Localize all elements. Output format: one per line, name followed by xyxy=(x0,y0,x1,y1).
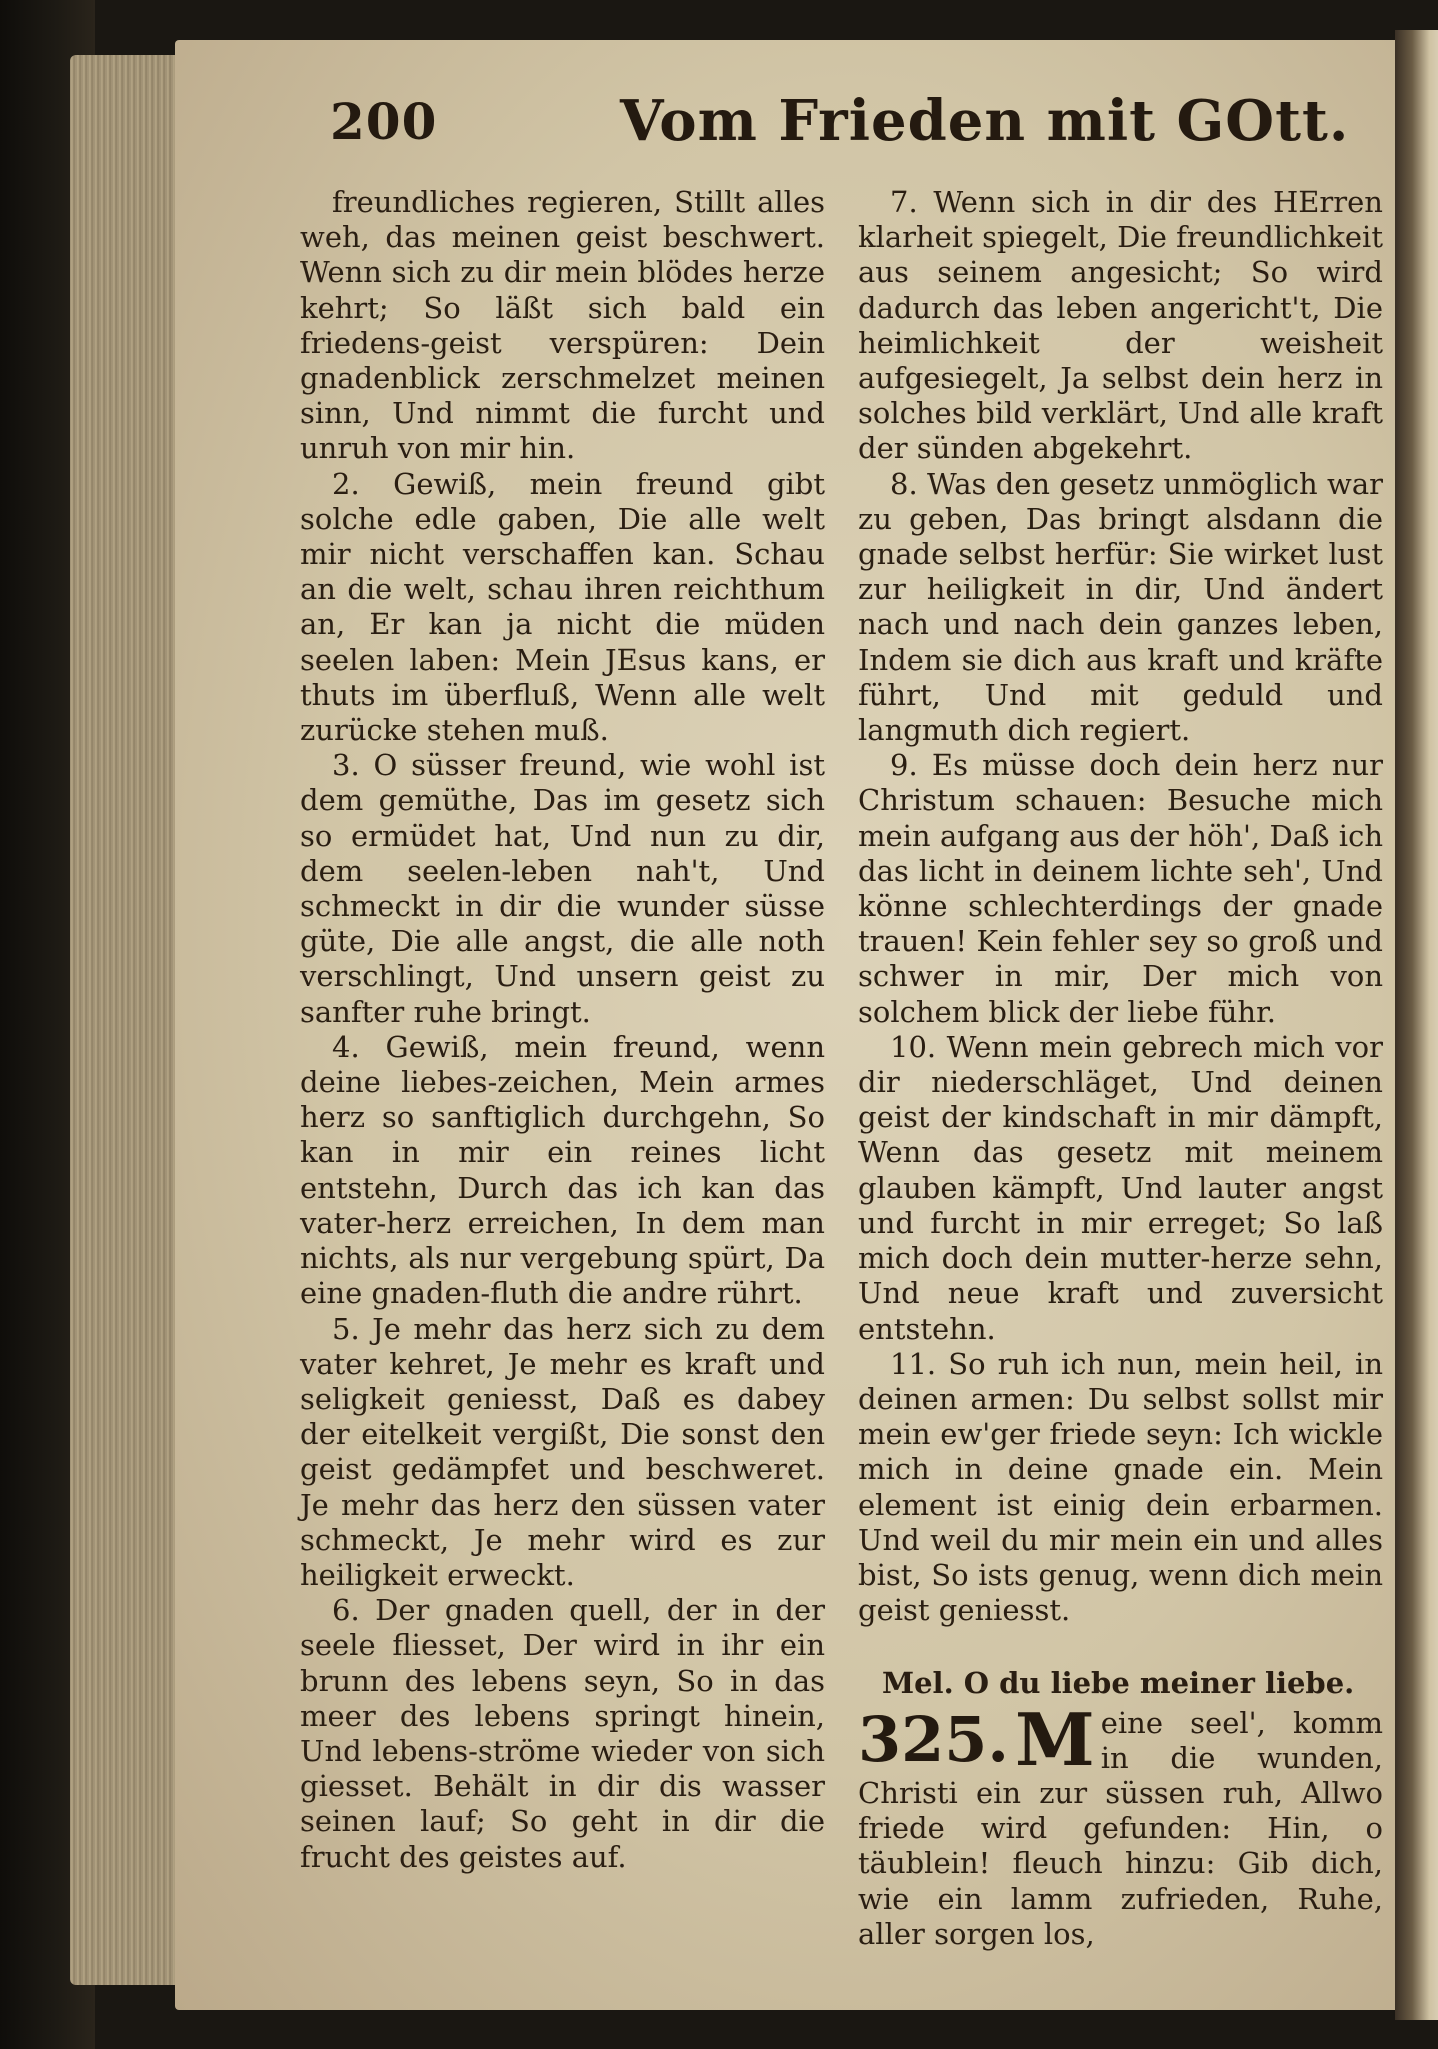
stanza: 10. Wenn mein gebrech mich vor dir niederschläget, Und deinen geist der kindschaft in mir dämpft, Wenn das gesetz mit meinem glauben kämpft, Und lauter angst und furcht in mir erreget; So laß mich doch dein mutter-herze sehn, Und neue kraft und zuversicht entstehn. xyxy=(858,1029,1383,1346)
left-column xyxy=(300,185,825,1875)
hymn-number: 325. xyxy=(858,1702,1010,1776)
stanza: 9. Es müsse doch dein herz nur Christum schauen: Besuche mich mein aufgang aus der höh', Daß ich das licht in deinem lichte seh', Und könne schlechterdings der gnade trauen! Kein fehler sey so groß und schwer in mir, Der mich von solchem blick der liebe führ. xyxy=(858,748,1383,1029)
stanza: freundliches regieren, Stillt alles weh, das meinen geist beschwert. Wenn sich zu dir mein blödes herze kehrt; So läßt sich bald ein friedens-geist verspüren: Dein gnadenblick zerschmelzet meinen sinn, Und nimmt die furcht und unruh von mir hin. xyxy=(300,185,825,466)
stanza: 11. So ruh ich nun, mein heil, in deinen armen: Du selbst sollst mir mein ew'ger friede seyn: Ich wickle mich in deine gnade ein. Mein element ist einig dein erbarmen. Und weil du mir mein ein und alles bist, So ists genug, wenn dich mein geist geniesst. xyxy=(858,1346,1383,1628)
book-gutter xyxy=(1395,30,1438,2020)
running-title: Vom Frieden mit GOtt. xyxy=(620,88,1350,154)
stanza: 2. Gewiß, mein freund gibt solche edle gaben, Die alle welt mir nicht verschaffen kan. Schau an die welt, schau ihren reichthum an, Er kan ja nicht die müden seelen laben: Mein JEsus kans, er thuts im überfluß, Wenn alle welt zurücke stehen muß. xyxy=(300,466,825,748)
page-number: 200 xyxy=(330,92,438,151)
melody-line: Mel. O du liebe meiner liebe. xyxy=(882,1666,1355,1701)
drop-cap-initial: M xyxy=(1015,1696,1095,1782)
page-header xyxy=(330,88,1380,162)
hymn-325 xyxy=(858,1696,1383,1952)
right-column xyxy=(858,185,1383,1952)
hymn-first-stanza: eine seel', komm in die wunden, Christi ein zur süssen ruh, Allwo friede wird gefunden: Hin, o täublein! fleuch hinzu: Gib dich, wie ein lamm zufrieden, Ruhe, aller sorgen los, xyxy=(858,1705,1383,1951)
stanza: 5. Je mehr das herz sich zu dem vater kehret, Je mehr es kraft und seligkeit geniesst, Daß es dabey der eitelkeit vergißt, Die sonst den geist gedämpfet und beschweret. Je mehr das herz den süssen vater schmeckt, Je mehr wird es zur heiligkeit erweckt. xyxy=(300,1311,825,1592)
stanza: 7. Wenn sich in dir des HErren klarheit spiegelt, Die freundlichkeit aus seinem angesicht; So wird dadurch das leben angericht't, Die heimlichkeit der weisheit aufgesiegelt, Ja selbst dein herz in solches bild verklärt, Und alle kraft der sünden abgekehrt. xyxy=(858,185,1383,466)
stanza: 4. Gewiß, mein freund, wenn deine liebes-zeichen, Mein armes herz so sanftiglich durchgehn, So kan in mir ein reines licht entstehn, Durch das ich kan das vater-herz erreichen, In dem man nichts, als nur vergebung spürt, Da eine gnaden-fluth die andre rührt. xyxy=(300,1029,825,1311)
stanza: 8. Was den gesetz unmöglich war zu geben, Das bringt alsdann die gnade selbst herfür: Sie wirket lust zur heiligkeit in dir, Und ändert nach und nach dein ganzes leben, Indem sie dich aus kraft und kräfte führt, Und mit geduld und langmuth dich regiert. xyxy=(858,466,1383,748)
stanza: 3. O süsser freund, wie wohl ist dem gemüthe, Das im gesetz sich so ermüdet hat, Und nun zu dir, dem seelen-leben nah't, Und schmeckt in dir die wunder süsse güte, Die alle angst, die alle noth verschlingt, Und unsern geist zu sanfter ruhe bringt. xyxy=(300,748,825,1029)
stanza: 6. Der gnaden quell, der in der seele fliesset, Der wird in ihr ein brunn des lebens seyn, So in das meer des lebens springt hinein, Und lebens-ströme wieder von sich giesset. Behält in dir dis wasser seinen lauf; So geht in dir die frucht des geistes auf. xyxy=(300,1593,825,1874)
